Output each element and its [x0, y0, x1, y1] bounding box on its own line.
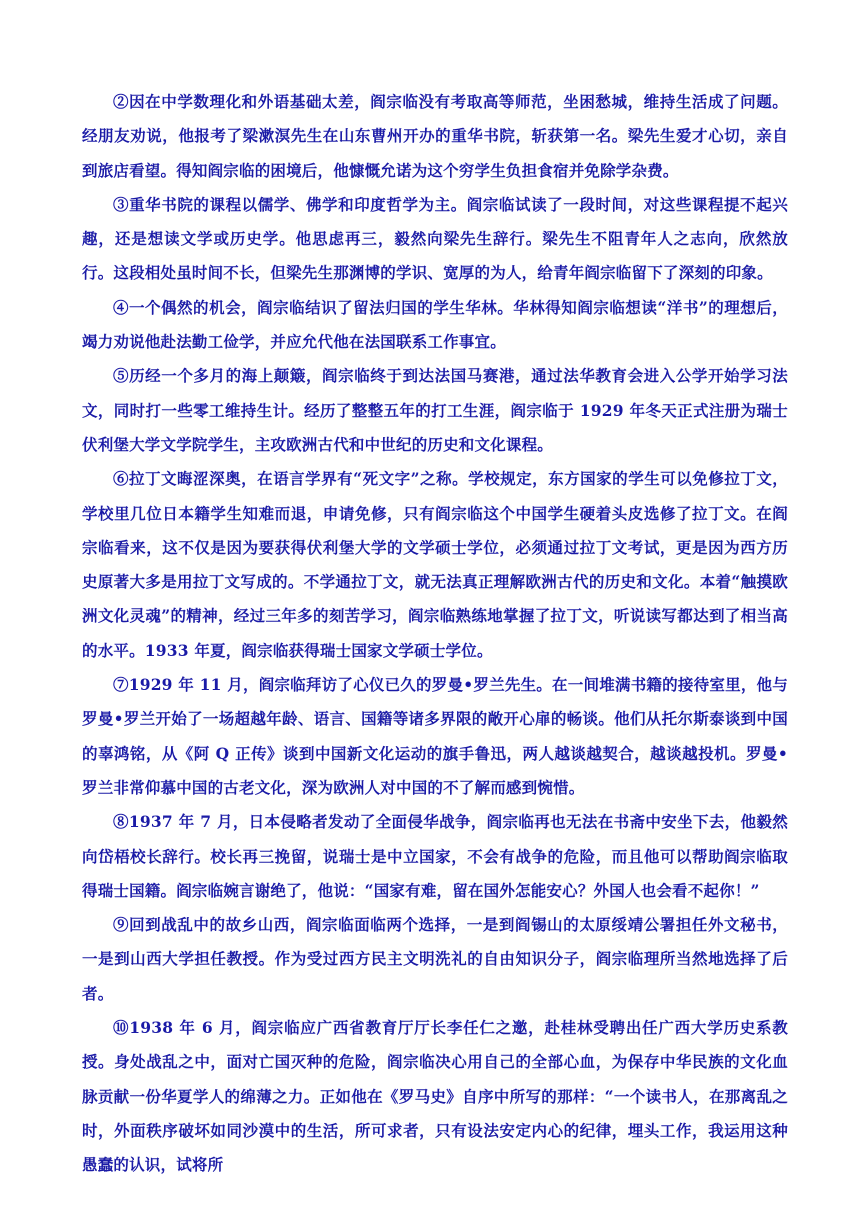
- paragraph-7: ⑦1929 年 11 月，阎宗临拜访了心仪已久的罗曼•罗兰先生。在一间堆满书籍的接待室里，他与罗曼•罗兰开始了一场超越年龄、语言、国籍等诸多界限的敞开心扉的畅谈。他们从托尔斯泰谈到中国的辜鸿铭，从《阿 Q 正传》谈到中国新文化运动的旗手鲁迅，两人越谈越契合，越谈越投机。罗曼•罗兰非常仰慕中国的古老文化，深为欧洲人对中国的不了解而感到惋惜。: [82, 675, 788, 797]
- document-body: [82, 85, 788, 1183]
- paragraph-5: ⑤历经一个多月的海上颠簸，阎宗临终于到达法国马赛港，通过法华教育会进入公学开始学习法文，同时打一些零工维持生计。经历了整整五年的打工生涯，阎宗临于 1929 年冬天正式注册为瑞士伏利堡大学文学院学生，主攻欧洲古代和中世纪的历史和文化课程。: [82, 366, 788, 454]
- paragraph-8: ⑧1937 年 7 月，日本侵略者发动了全面侵华战争，阎宗临再也无法在书斋中安坐下去，他毅然向岱梧校长辞行。校长再三挽留，说瑞士是中立国家，不会有战争的危险，而且他可以帮助阎宗临取得瑞士国籍。阎宗临婉言谢绝了，他说：“国家有难，留在国外怎能安心？外国人也会看不起你！”: [82, 812, 788, 900]
- paragraph-10: ⑩1938 年 6 月，阎宗临应广西省教育厅厅长李任仁之邀，赴桂林受聘出任广西大学历史系教授。身处战乱之中，面对亡国灭种的危险，阎宗临决心用自己的全部心血，为保存中华民族的文化血脉贡献一份华夏学人的绵薄之力。正如他在《罗马史》自序中所写的那样：“一个读书人，在那离乱之时，外面秩序破坏如同沙漠中的生活，所可求者，只有设法安定内心的纪律，埋头工作，我运用这种愚蠢的认识，试将所: [82, 1018, 788, 1175]
- paragraph-9: ⑨回到战乱中的故乡山西，阎宗临面临两个选择，一是到阎锡山的太原绥靖公署担任外文秘书，一是到山西大学担任教授。作为受过西方民主文明洗礼的自由知识分子，阎宗临理所当然地选择了后者。: [82, 915, 788, 1003]
- paragraph-2: ②因在中学数理化和外语基础太差，阎宗临没有考取高等师范，坐困愁城，维持生活成了问题。经朋友劝说，他报考了梁漱溟先生在山东曹州开办的重华书院，斩获第一名。梁先生爱才心切，亲自到旅店看望。得知阎宗临的困境后，他慷慨允诺为这个穷学生负担食宿并免除学杂费。: [82, 92, 788, 180]
- paragraph-4: ④一个偶然的机会，阎宗临结识了留法归国的学生华林。华林得知阎宗临想读“洋书”的理想后，竭力劝说他赴法勤工俭学，并应允代他在法国联系工作事宜。: [82, 297, 788, 352]
- paragraph-6: ⑥拉丁文晦涩深奥，在语言学界有“死文字”之称。学校规定，东方国家的学生可以免修拉丁文，学校里几位日本籍学生知难而退，申请免修，只有阎宗临这个中国学生硬着头皮选修了拉丁文。在阎宗临看来，这不仅是因为要获得伏利堡大学的文学硕士学位，必须通过拉丁文考试，更是因为西方历史原著大多是用拉丁文写成的。不学通拉丁文，就无法真正理解欧洲古代的历史和文化。本着“触摸欧洲文化灵魂”的精神，经过三年多的刻苦学习，阎宗临熟练地掌握了拉丁文，听说读写都达到了相当高的水平。1933 年夏，阎宗临获得瑞士国家文学硕士学位。: [82, 469, 788, 660]
- paragraph-3: ③重华书院的课程以儒学、佛学和印度哲学为主。阎宗临试读了一段时间，对这些课程提不起兴趣，还是想读文学或历史学。他思虑再三，毅然向梁先生辞行。梁先生不阻青年人之志向，欣然放行。这段相处虽时间不长，但梁先生那渊博的学识、宽厚的为人，给青年阎宗临留下了深刻的印象。: [82, 194, 788, 283]
